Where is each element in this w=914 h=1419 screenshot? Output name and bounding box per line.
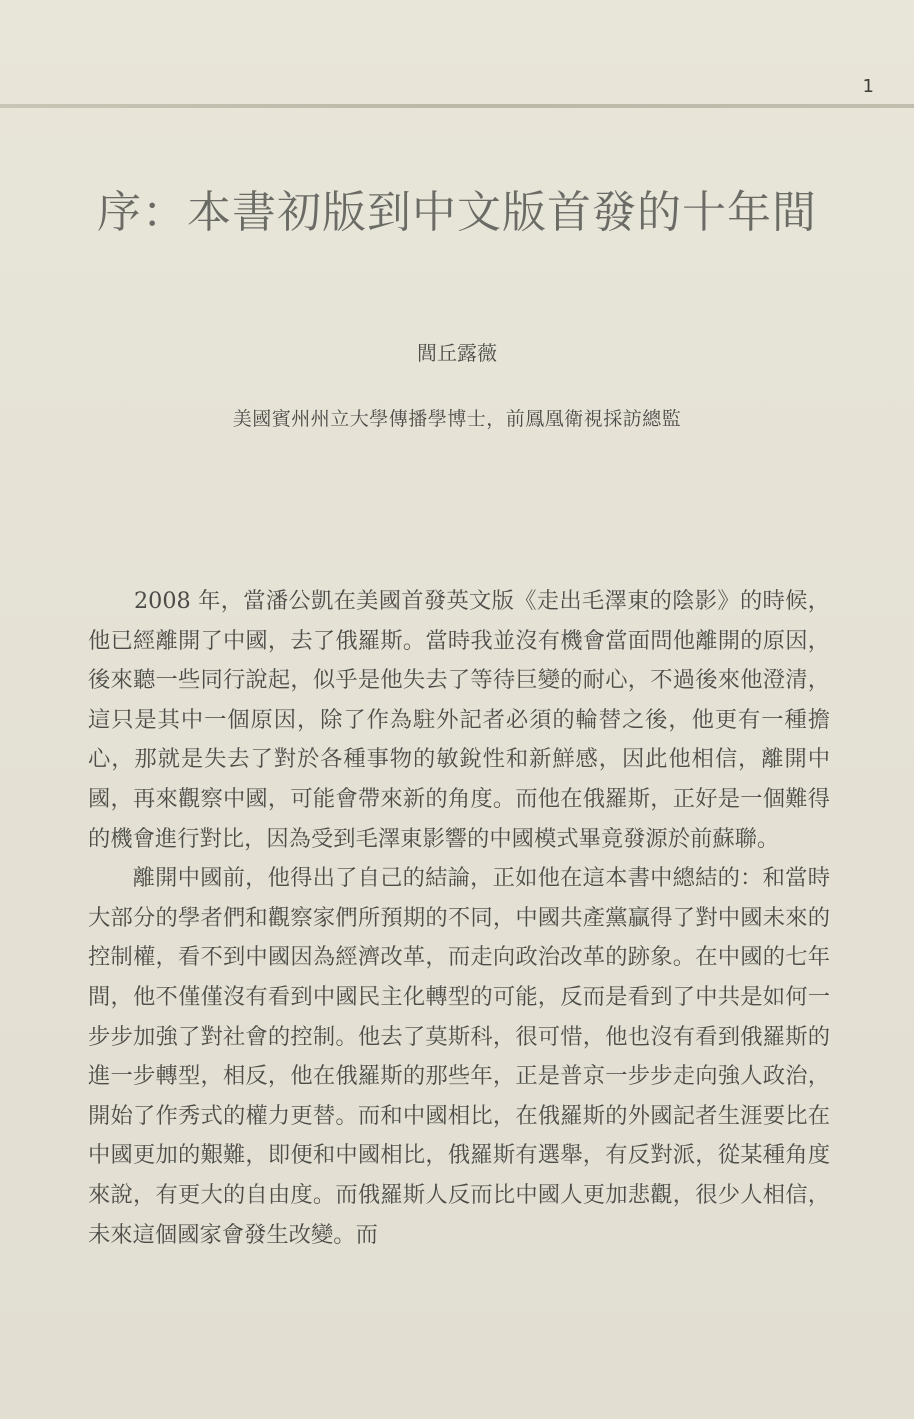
page-number: 1 (862, 76, 874, 97)
header-rule (0, 104, 914, 108)
author-name: 閭丘露薇 (417, 341, 497, 365)
author-affiliation: 美國賓州州立大學傳播學博士，前鳳凰衛視採訪總監 (232, 408, 682, 430)
paragraph: 2008 年，當潘公凱在美國首發英文版《走出毛澤東的陰影》的時候，他已經離開了中國，去了俄羅斯。當時我並沒有機會當面問他離開的原因，後來聽一些同行說起，似乎是他失去了等待巨變的耐心，不過後來他澄清，這只是其中一個原因，除了作為駐外記者必須的輪替之後，他更有一種擔心，那就是失去了對於各種事物的敏銳性和新鮮感，因此他相信，離開中國，再來觀察中國，可能會帶來新的角度。而他在俄羅斯，正好是一個難得的機會進行對比，因為受到毛澤東影響的中國模式畢竟發源於前蘇聯。 (88, 588, 830, 852)
body-text (88, 582, 830, 1255)
chapter-title: 序：本書初版到中文版首發的十年間 (97, 187, 817, 238)
paragraph: 離開中國前，他得出了自己的結論，正如他在這本書中總結的：和當時大部分的學者們和觀察家們所預期的不同，中國共產黨贏得了對中國未來的控制權，看不到中國因為經濟改革，而走向政治改革的跡象。在中國的七年間，他不僅僅沒有看到中國民主化轉型的可能，反而是看到了中共是如何一步步加強了對社會的控制。他去了莫斯科，很可惜，他也沒有看到俄羅斯的進一步轉型，相反，他在俄羅斯的那些年，正是普京一步步走向強人政治，開始了作秀式的權力更替。而和中國相比，在俄羅斯的外國記者生涯要比在中國更加的艱難，即便和中國相比，俄羅斯有選舉，有反對派，從某種角度來說，有更大的自由度。而俄羅斯人反而比中國人更加悲觀，很少人相信，未來這個國家會發生改變。而 (88, 865, 830, 1248)
